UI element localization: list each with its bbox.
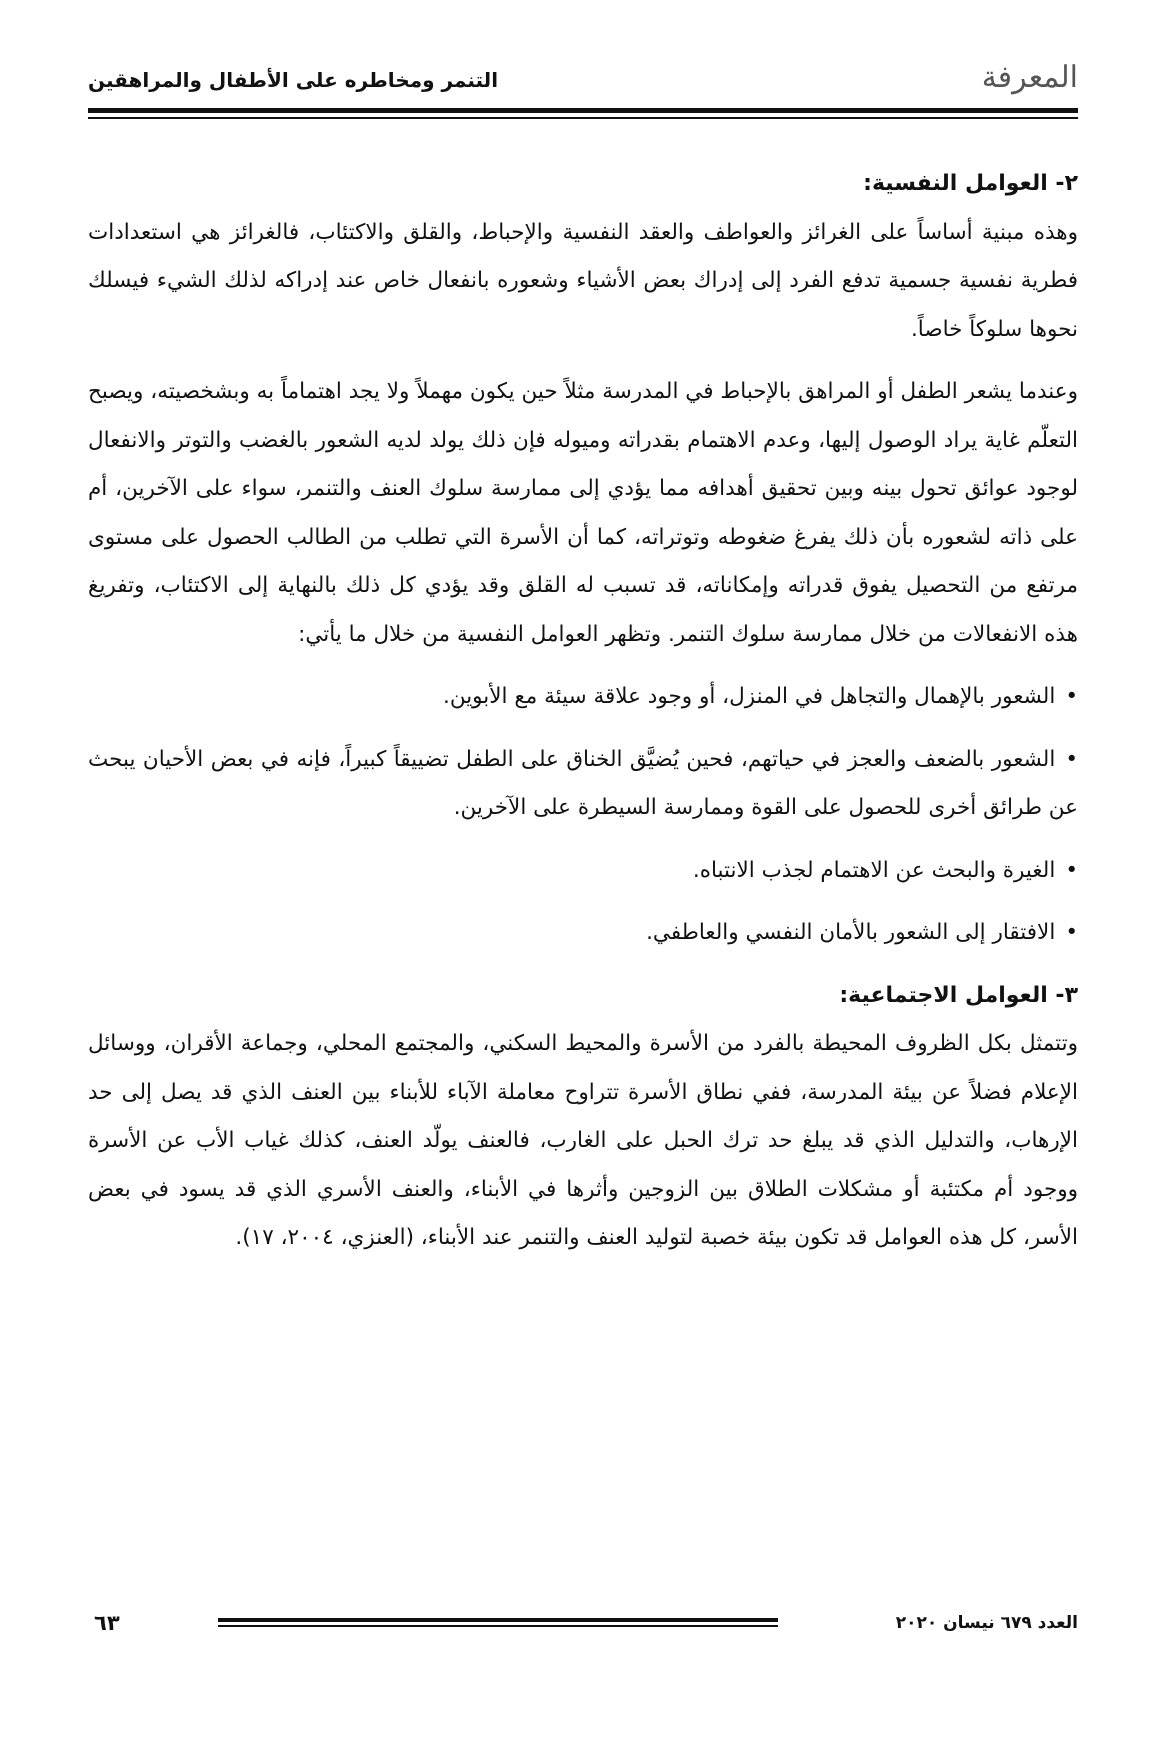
header-rule-thin (88, 117, 1078, 119)
section-heading-psychological: ٢- العوامل النفسية: (863, 171, 1078, 196)
paragraph: وعندما يشعر الطفل أو المراهق بالإحباط في المدرسة مثلاً حين يكون مهملاً ولا يجد اهتماماً به وبشخصيته، ويصبح التعلّم غاية يراد الوصول إليها، وعدم الاهتمام بقدراته وميوله فإن ذلك يولد لديه الشعور بالغضب والتوتر والانفعال لوجود عوائق تحول بينه وبين تحقيق أهدافه مما يؤدي إلى ممارسة سلوك العنف والتنمر، سواء على الآخرين، أم على ذاته لشعوره بأن ذلك يفرغ ضغوطه وتوتراته، كما أن الأسرة التي تطلب من الطالب الحصول على مستوى مرتفع من التحصيل يفوق قدراته وإمكاناته، قد تسبب له القلق وقد يؤدي كل ذلك بالنهاية إلى الاكتئاب، وتفريغ هذه الانفعالات من خلال ممارسة سلوك التنمر. وتظهر العوامل النفسية من خلال ما يأتي: (88, 379, 1078, 647)
list-item (88, 736, 1078, 833)
list-item (88, 909, 1078, 958)
header-rule-thick (88, 108, 1078, 113)
list-item (88, 847, 1078, 896)
bullet-list (88, 673, 1078, 958)
page-footer (88, 1608, 1078, 1638)
list-item-text: الشعور بالضعف والعجز في حياتهم، فحين يُضيَّق الخناق على الطفل تضييقاً كبيراً، فإنه في بعض الأحيان يبحث عن طرائق أخرى للحصول على القوة وممارسة السيطرة على الآخرين. (88, 746, 1078, 820)
bullet-icon: • (1065, 857, 1078, 883)
paragraph: وهذه مبنية أساساً على الغرائز والعواطف والعقد النفسية والإحباط، والقلق والاكتئاب، فالغرائز هي استعدادات فطرية نفسية جسمية تدفع الفرد إلى إدراك بعض الأشياء وشعوره بانفعال خاص عند إدراكه لذلك الشيء فيسلك نحوها سلوكاً خاصاً. (88, 219, 1078, 342)
list-item-text: الغيرة والبحث عن الاهتمام لجذب الانتباه. (692, 857, 1056, 883)
article-body (88, 160, 1078, 1263)
running-title: التنمر ومخاطره على الأطفال والمراهقين (88, 68, 499, 92)
bullet-icon: • (1065, 684, 1078, 709)
footer-rule-thin (218, 1625, 778, 1627)
magazine-logo: المعرفة (981, 60, 1078, 95)
section-heading-social: ٣- العوامل الاجتماعية: (839, 982, 1078, 1008)
paragraph: وتتمثل بكل الظروف المحيطة بالفرد من الأسرة والمحيط السكني، والمجتمع المحلي، وجماعة الأقران، ووسائل الإعلام فضلاً عن بيئة المدرسة، ففي نطاق الأسرة تتراوح معاملة الآباء للأبناء بين العنف الذي قد يصل إلى حد الإرهاب، والتدليل الذي قد يبلغ حد ترك الحبل على الغارب، فالعنف يولّد العنف، كذلك غياب الأب عن الأسرة ووجود أم مكتئبة أو مشكلات الطلاق بين الزوجين وأثرها في الأبناء، والعنف الأسري الذي قد يسود في بعض الأسر، كل هذه العوامل قد تكون بيئة خصبة لتوليد العنف والتنمر عند الأبناء، (العنزي، ٢٠٠٤، ١٧). (88, 1031, 1078, 1250)
page-number: ٦٣ (94, 1611, 120, 1635)
issue-info: العدد ٦٧٩ نيسان ٢٠٢٠ (895, 1613, 1078, 1633)
page-header (88, 58, 1078, 106)
list-item (88, 673, 1078, 722)
bullet-icon: • (1065, 746, 1078, 772)
list-item-text: الشعور بالإهمال والتجاهل في المنزل، أو وجود علاقة سيئة مع الأبوين. (443, 684, 1056, 709)
bullet-icon: • (1065, 920, 1078, 945)
list-item-text: الافتقار إلى الشعور بالأمان النفسي والعاطفي. (646, 920, 1056, 945)
footer-rule-thick (218, 1618, 778, 1622)
